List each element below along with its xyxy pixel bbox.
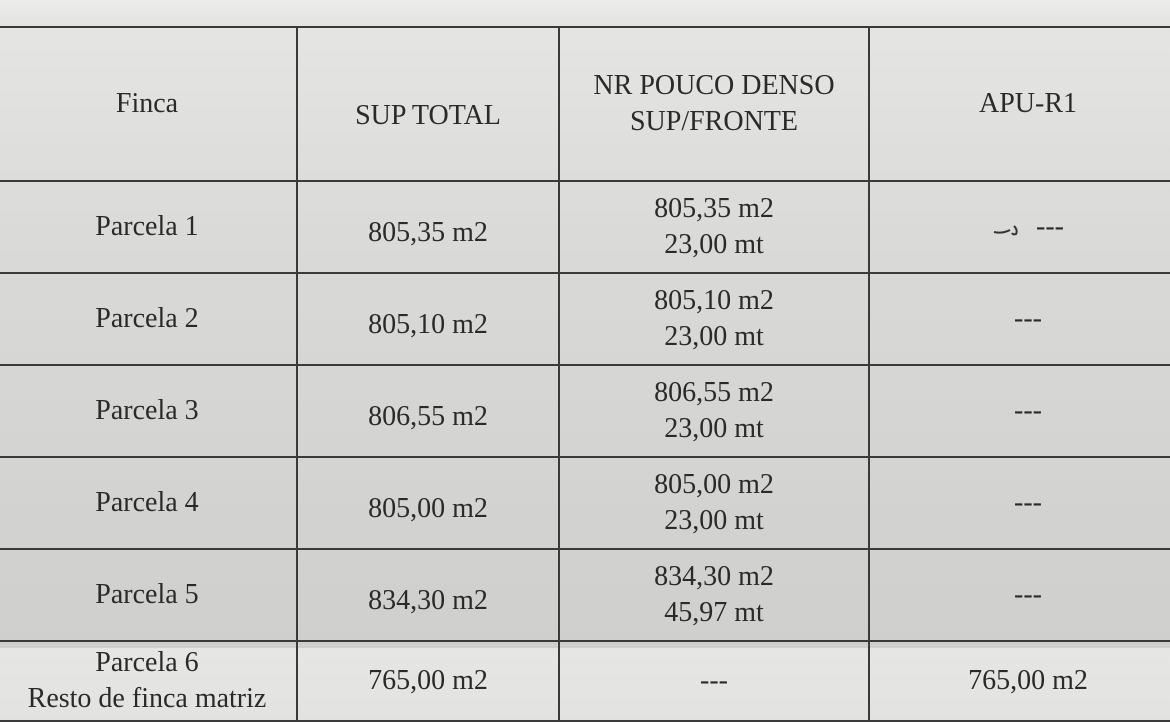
cell-apu: --- bbox=[869, 549, 1170, 641]
cell-sup-total: 805,00 m2 bbox=[297, 457, 559, 549]
table-row bbox=[0, 549, 1170, 641]
table-row bbox=[0, 273, 1170, 365]
cell-nr: 805,10 m2 23,00 mt bbox=[559, 273, 869, 365]
cell-sup-total: 834,30 m2 bbox=[297, 549, 559, 641]
paper-top-edge bbox=[0, 0, 1170, 28]
header-apu-r1: APU-R1 bbox=[869, 27, 1170, 181]
header-sup-total: SUP TOTAL bbox=[297, 27, 559, 181]
table-row bbox=[0, 457, 1170, 549]
header-row bbox=[0, 27, 1170, 181]
cell-finca: Parcela 6 Resto de finca matriz bbox=[0, 641, 297, 721]
table-row bbox=[0, 365, 1170, 457]
header-nr-line1: NR POUCO DENSO bbox=[593, 70, 835, 101]
cell-sup-total: 765,00 m2 bbox=[297, 641, 559, 721]
cell-apu: --- bbox=[869, 181, 1170, 273]
cell-sup-total: 805,35 m2 bbox=[297, 181, 559, 273]
cell-finca: Parcela 3 bbox=[0, 365, 297, 457]
parcel-table bbox=[0, 26, 1170, 722]
table-row bbox=[0, 181, 1170, 273]
cell-finca: Parcela 2 bbox=[0, 273, 297, 365]
cell-nr: 834,30 m2 45,97 mt bbox=[559, 549, 869, 641]
cell-finca: Parcela 5 bbox=[0, 549, 297, 641]
cell-nr: --- bbox=[559, 641, 869, 721]
cell-finca: Parcela 4 bbox=[0, 457, 297, 549]
cell-sup-total: 805,10 m2 bbox=[297, 273, 559, 365]
header-nr-pouco-denso bbox=[559, 27, 869, 181]
cell-finca: Parcela 1 bbox=[0, 181, 297, 273]
cell-apu: --- bbox=[869, 365, 1170, 457]
cell-nr: 805,00 m2 23,00 mt bbox=[559, 457, 869, 549]
handwritten-mark-icon bbox=[992, 222, 1026, 236]
cell-sup-total: 806,55 m2 bbox=[297, 365, 559, 457]
header-finca: Finca bbox=[0, 27, 297, 181]
table-row bbox=[0, 641, 1170, 721]
cell-apu: 765,00 m2 bbox=[869, 641, 1170, 721]
cell-apu: --- bbox=[869, 273, 1170, 365]
header-nr-line2: SUP/FRONTE bbox=[629, 106, 799, 137]
cell-apu: --- bbox=[869, 457, 1170, 549]
cell-nr: 806,55 m2 23,00 mt bbox=[559, 365, 869, 457]
cell-nr: 805,35 m2 23,00 mt bbox=[559, 181, 869, 273]
